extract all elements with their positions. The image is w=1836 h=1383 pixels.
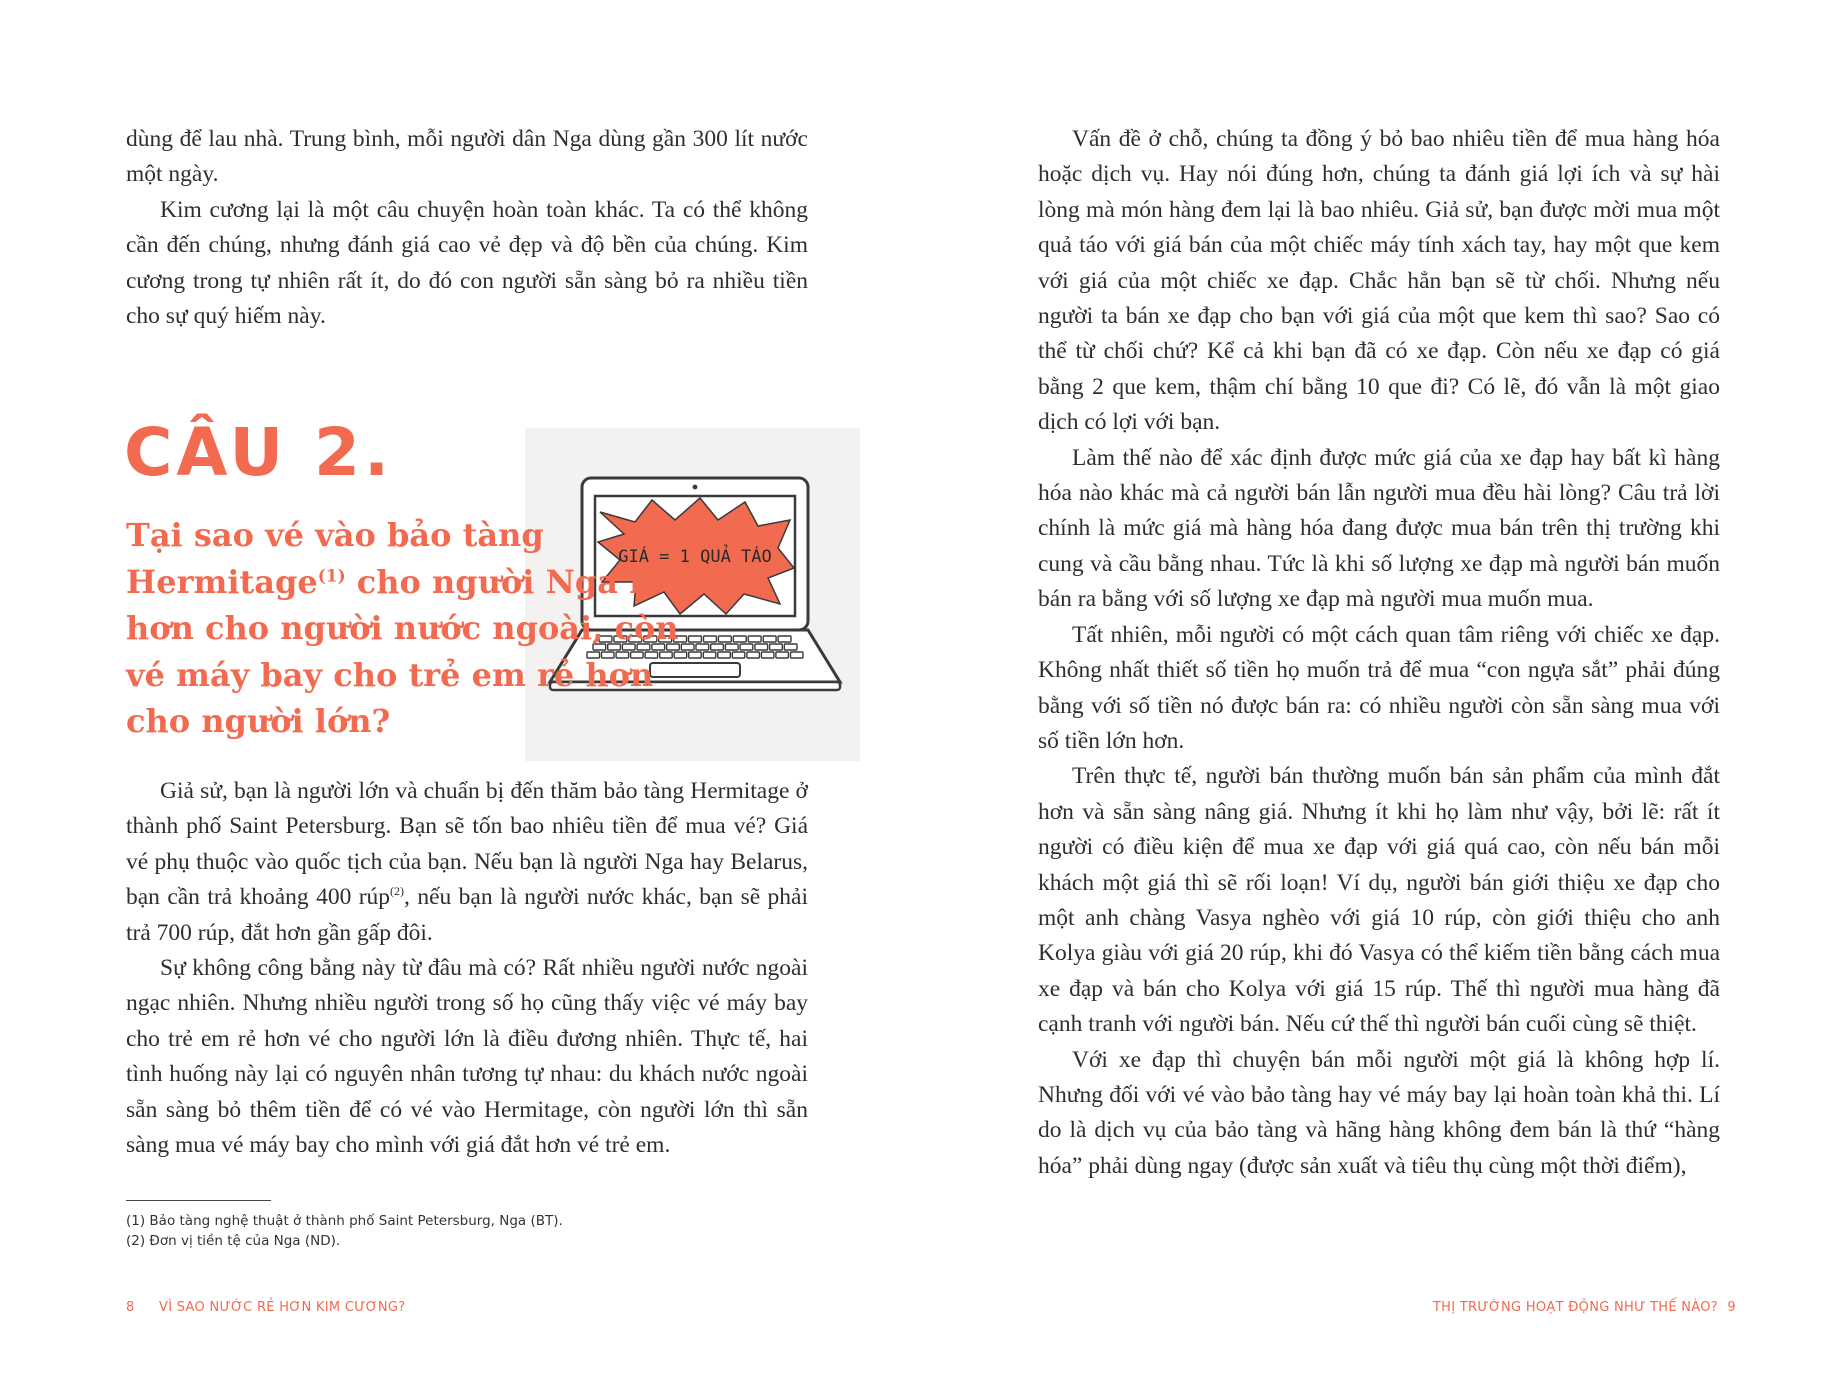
- footnote: (2) Đơn vị tiền tệ của Nga (ND).: [126, 1233, 341, 1249]
- paragraph: Làm thế nào để xác định được mức giá của xe đạp hay bất kì hàng hóa nào khác mà cả người bán lẫn người mua đều hài lòng? Câu trả lời chính là mức giá mà hàng hóa đang được mua bán trên thị trường khi cung và cầu bằng nhau. Tức là khi số lượng xe đạp mà người bán muốn bán ra bằng với số lượng xe đạp mà người mua muốn mua.: [1038, 444, 1720, 613]
- paragraph: Kim cương lại là một câu chuyện hoàn toàn khác. Ta có thể không cần đến chúng, nhưng đánh giá cao vẻ đẹp và độ bền của chúng. Kim cương trong tự nhiên rất ít, do đó con người sẵn sàng bỏ ra nhiều tiền cho sự quý hiếm này.: [126, 196, 808, 330]
- running-title: THỊ TRƯỜNG HOẠT ĐỘNG NHƯ THẾ NÀO?: [1432, 1300, 1718, 1315]
- chapter-label: CÂU 2.: [124, 414, 394, 491]
- paragraph-text: , nếu bạn là người nước khác, bạn sẽ phải trả 700 rúp, đắt hơn gần gấp đôi.: [126, 884, 808, 946]
- paragraph: Với xe đạp thì chuyện bán mỗi người một giá là không hợp lí. Nhưng đối với vé vào bảo tàng hay vé máy bay lại hoàn toàn khả thi. Lí do là dịch vụ của bảo tàng và hãng hàng không đem bán là thứ “hàng hóa” phải dùng ngay (được sản xuất và tiêu thụ cùng một thời điểm),: [1038, 1046, 1720, 1179]
- page-number: 8: [126, 1300, 135, 1315]
- running-title: VÌ SAO NƯỚC RẺ HƠN KIM CƯƠNG?: [159, 1300, 406, 1315]
- page-number: 9: [1727, 1300, 1736, 1315]
- screen-price-text: GIÁ = 1 QUẢ TÁO: [618, 547, 772, 567]
- right-page: [918, 0, 1836, 1383]
- footnote-ref[interactable]: (1): [317, 565, 346, 586]
- footnotes: [126, 1211, 786, 1251]
- paragraph: [126, 774, 808, 951]
- footnote-ref[interactable]: (2): [390, 884, 405, 899]
- chapter-question: [126, 512, 706, 745]
- paragraph: Trên thực tế, người bán thường muốn bán sản phẩm của mình đắt hơn và sẵn sàng nâng giá. Nhưng ít khi họ làm như vậy, bởi lẽ: rất ít người có điều kiện để mua xe đạp với giá quá cao, còn nếu bán mỗi khách một giá thì sẽ rối loạn! Ví dụ, người bán giới thiệu xe đạp cho một anh chàng Vasya nghèo với giá 10 rúp, còn giới thiệu cho anh Kolya giàu với giá 20 rúp, khi đó Vasya có thể kiếm tiền bằng cách mua xe đạp và bán cho Kolya với giá 15 rúp. Thế thì người mua hàng đã cạnh tranh với người bán. Nếu cứ thế thì người bán cuối cùng sẽ thiệt.: [1038, 763, 1720, 1038]
- question-text: Tại sao vé vào bảo tàng Hermitage: [126, 516, 544, 601]
- paragraph-text: Giả sử, bạn là người lớn và chuẩn bị đến thăm bảo tàng Hermitage ở thành phố Saint Petersburg. Bạn sẽ tốn bao nhiêu tiền để mua vé? Giá vé phụ thuộc vào quốc tịch của bạn. Nếu bạn là người Nga hay Belarus, bạn cần trả khoảng 400 rúp: [126, 778, 808, 911]
- left-body-text: [126, 774, 808, 1163]
- footnote-divider: [126, 1200, 271, 1201]
- left-top-text: [126, 122, 808, 334]
- paragraph: Sự không công bằng này từ đâu mà có? Rất nhiều người nước ngoài ngạc nhiên. Nhưng nhiều người trong số họ cũng thấy việc vé máy bay cho trẻ em rẻ hơn vé cho người lớn là điều đương nhiên. Thực tế, hai tình huống này lại có nguyên nhân tương tự nhau: du khách nước ngoài sẵn sàng bỏ thêm tiền để có vé vào Hermitage, còn người lớn thì sẵn sàng mua vé máy bay cho mình với giá đắt hơn vé trẻ em.: [126, 955, 808, 1159]
- paragraph: Tất nhiên, mỗi người có một cách quan tâm riêng với chiếc xe đạp. Không nhất thiết số tiền họ muốn trả để mua “con ngựa sắt” phải đúng bằng với số tiền nó được bán ra: có nhiều người còn sẵn sàng mua với số tiền lớn hơn.: [1038, 621, 1720, 754]
- paragraph: dùng để lau nhà. Trung bình, mỗi người dân Nga dùng gần 300 lít nước một ngày.: [126, 126, 808, 188]
- question-text: cho người Nga rẻ hơn cho người nước ngoài, còn vé máy bay cho trẻ em rẻ hơn cho người lớn?: [126, 562, 679, 740]
- footnote: (1) Bảo tàng nghệ thuật ở thành phố Saint Petersburg, Nga (BT).: [126, 1213, 563, 1229]
- paragraph: Vấn đề ở chỗ, chúng ta đồng ý bỏ bao nhiêu tiền để mua hàng hóa hoặc dịch vụ. Hay nói đúng hơn, chúng ta đánh giá lợi ích và sự hài lòng mà món hàng đem lại là bao nhiêu. Giả sử, bạn được mời mua một quả táo với giá bán của một chiếc máy tính xách tay, hay một que kem với giá của một chiếc xe đạp. Chắc hẳn bạn sẽ từ chối. Nhưng nếu người ta bán xe đạp cho bạn với giá của một que kem thì sao? Sao có thể từ chối chứ? Kể cả khi bạn đã có xe đạp. Còn nếu xe đạp có giá bằng 2 que kem, thậm chí bằng 10 que đi? Có lẽ, đó vẫn là một giao dịch có lợi với bạn.: [1038, 126, 1720, 436]
- right-body-text: [1038, 122, 1720, 1184]
